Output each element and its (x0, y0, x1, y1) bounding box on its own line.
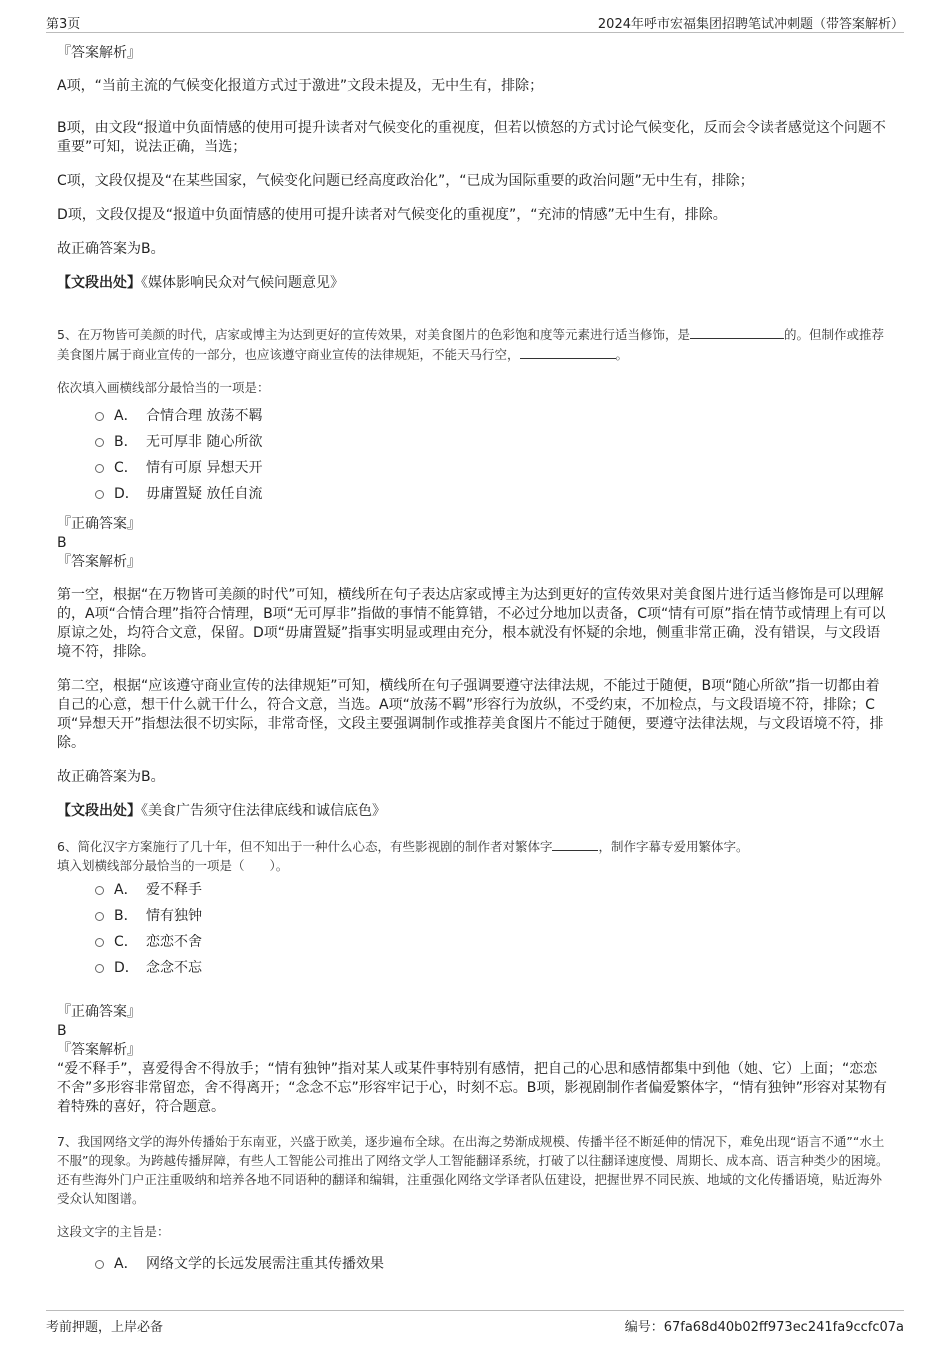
option-c[interactable]: C． 恋恋不舍 (95, 929, 891, 955)
answer-tag: 『正确答案』 (57, 1004, 141, 1020)
radio-icon[interactable] (95, 886, 104, 895)
radio-icon[interactable] (95, 490, 104, 499)
question-prompt: 依次填入画横线部分最恰当的一项是： (57, 380, 270, 395)
analysis-paragraph: B项，由文段“报道中负面情感的使用可提升读者对气候变化的重视度，但若以愤怒的方式讨论气候变化，反而会令读者感觉这个问题不重要”可知，说法正确，当选； (57, 120, 886, 155)
question-text: 5、在万物皆可美颜的时代，店家或博主为达到更好的宣传效果，对美食图片的色彩饱和度等元素进行适当修饰，是 (57, 327, 690, 342)
option-a[interactable]: A． 爱不释手 (95, 877, 891, 903)
radio-icon[interactable] (95, 464, 104, 473)
source-citation (57, 274, 891, 293)
question-text: 6、简化汉字方案施行了几十年，但不知出于一种什么心态，有些影视剧的制作者对繁体字 (57, 839, 553, 854)
analysis-paragraph: D项，文段仅提及“报道中负面情感的使用可提升读者对气候变化的重视度”，“充沛的情感”无中生有，排除。 (57, 207, 727, 223)
page-number: 第3页 (46, 17, 81, 32)
analysis-paragraph: 第二空，根据“应该遵守商业宣传的法律规矩”可知，横线所在句子强调要遵守法律法规，不能过于随便，B项“随心所欲”指一切都由着自己的心意，想干什么就干什么，符合文意，当选。A项“放荡不羁”形容行为放纵，不受约束，不加检点，与文段语境不符，排除；C项“异想天开”指想法很不切实际，非常奇怪，文段主要强调制作或推荐美食图片不能过于随便，要遵守法律法规，与文段语境不符，排除。 (57, 678, 884, 751)
option-d[interactable]: D． 毋庸置疑 放任自流 (95, 481, 891, 507)
radio-icon[interactable] (95, 912, 104, 921)
page-header (46, 10, 904, 33)
answer-conclusion: 故正确答案为B。 (57, 241, 165, 257)
radio-icon[interactable] (95, 1260, 104, 1269)
option-list (57, 1251, 891, 1277)
radio-icon[interactable] (95, 964, 104, 973)
analysis-paragraph: “爱不释手”，喜爱得舍不得放手；“情有独钟”指对某人或某件事特别有感情，把自己的心思和感情都集中到他（她、它）上面；“恋恋不舍”多形容非常留恋，舍不得离开；“念念不忘”形容牢记于心，时刻不忘。B项，影视剧制作者偏爱繁体字，“情有独钟”形容对某物有着特殊的喜好，符合题意。 (57, 1061, 887, 1115)
analysis-paragraph: 第一空，根据“在万物皆可美颜的时代”可知，横线所在句子表达店家或博主为达到更好的宣传效果对美食图片进行适当修饰是可以理解的，A项“合情合理”指符合情理，B项“无可厚非”指做的事情不能算错，不必过分地加以责备，C项“情有可原”指在情节或情理上有可以原谅之处，均符合文意，保留。D项“毋庸置疑”指事实明显或理由充分，根本就没有怀疑的余地，侧重非常正确，没有错误，与文段语境不符，排除。 (57, 587, 886, 660)
question-text: ，制作字幕专爱用繁体字。 (598, 839, 749, 854)
analysis-paragraph: A项，“当前主流的气候变化报道方式过于激进”文段未提及，无中生有，排除； (57, 78, 544, 94)
option-d[interactable]: D． 念念不忘 (95, 955, 891, 981)
fill-blank (690, 324, 784, 339)
option-a[interactable]: A． 合情合理 放荡不羁 (95, 403, 891, 429)
source-title: 《媒体影响民众对气候问题意见》 (141, 275, 344, 291)
question-stem: 7、我国网络文学的海外传播始于东南亚，兴盛于欧美，逐步遍布全球。在出海之势渐成规模、传播半径不断延伸的情况下，难免出现“语言不通”“水土不服”的现象。为跨越传播屏障，有些人工智能公司推出了网络文学人工智能翻译系统，打破了以往翻译速度慢、周期长、成本高、语言种类少的困境。还有些海外门户正注重吸纳和培养各地不同语种的翻译和编辑，注重强化网络文学译者队伍建设，把握世界不同民族、地域的文化传播语境，贴近海外受众认知图谱。 (57, 1134, 889, 1206)
question-prompt: 这段文字的主旨是： (57, 1224, 170, 1239)
fill-blank (552, 836, 598, 851)
analysis-tag: 『答案解析』 (57, 1042, 141, 1058)
question-text: 的。但制作或推荐美食图片属于商业宣传的一部分，也应该遵守商业宣传的法律规矩，不能天马行空， (57, 327, 884, 362)
radio-icon[interactable] (95, 412, 104, 421)
analysis-tag: 『答案解析』 (57, 554, 141, 570)
option-a[interactable]: A． 网络文学的长远发展需注重其传播效果 (95, 1251, 891, 1277)
question-stem (57, 836, 891, 856)
page-footer (46, 1310, 904, 1335)
source-citation (57, 802, 891, 821)
document-title: 2024年呼市宏福集团招聘笔试冲刺题（带答案解析） (597, 17, 904, 32)
radio-icon[interactable] (95, 938, 104, 947)
source-label: 【文段出处】 (57, 275, 141, 291)
question-text: 。 (615, 347, 629, 362)
option-b[interactable]: B． 情有独钟 (95, 903, 891, 929)
radio-icon[interactable] (95, 438, 104, 447)
option-list (57, 877, 891, 981)
correct-answer: B (57, 1023, 67, 1039)
analysis-paragraph: C项，文段仅提及“在某些国家，气候变化问题已经高度政治化”，“已成为国际重要的政治问题”无中生有，排除； (57, 173, 754, 189)
answer-tag: 『正确答案』 (57, 516, 141, 532)
question-prompt: 填入划横线部分最恰当的一项是（ ）。 (57, 858, 289, 873)
analysis-tag: 『答案解析』 (57, 45, 141, 61)
document-id: 编号：67fa68d40b02ff973ec241fa9ccfc07a (624, 1320, 904, 1335)
answer-conclusion: 故正确答案为B。 (57, 769, 165, 785)
fill-blank (520, 344, 616, 359)
footer-slogan: 考前押题，上岸必备 (46, 1320, 164, 1335)
option-b[interactable]: B． 无可厚非 随心所欲 (95, 429, 891, 455)
page-content (57, 44, 891, 1285)
question-stem (57, 324, 891, 364)
source-label: 【文段出处】 (57, 803, 141, 819)
option-list (57, 403, 891, 507)
option-c[interactable]: C． 情有可原 异想天开 (95, 455, 891, 481)
source-title: 《美食广告须守住法律底线和诚信底色》 (141, 803, 386, 819)
correct-answer: B (57, 535, 67, 551)
